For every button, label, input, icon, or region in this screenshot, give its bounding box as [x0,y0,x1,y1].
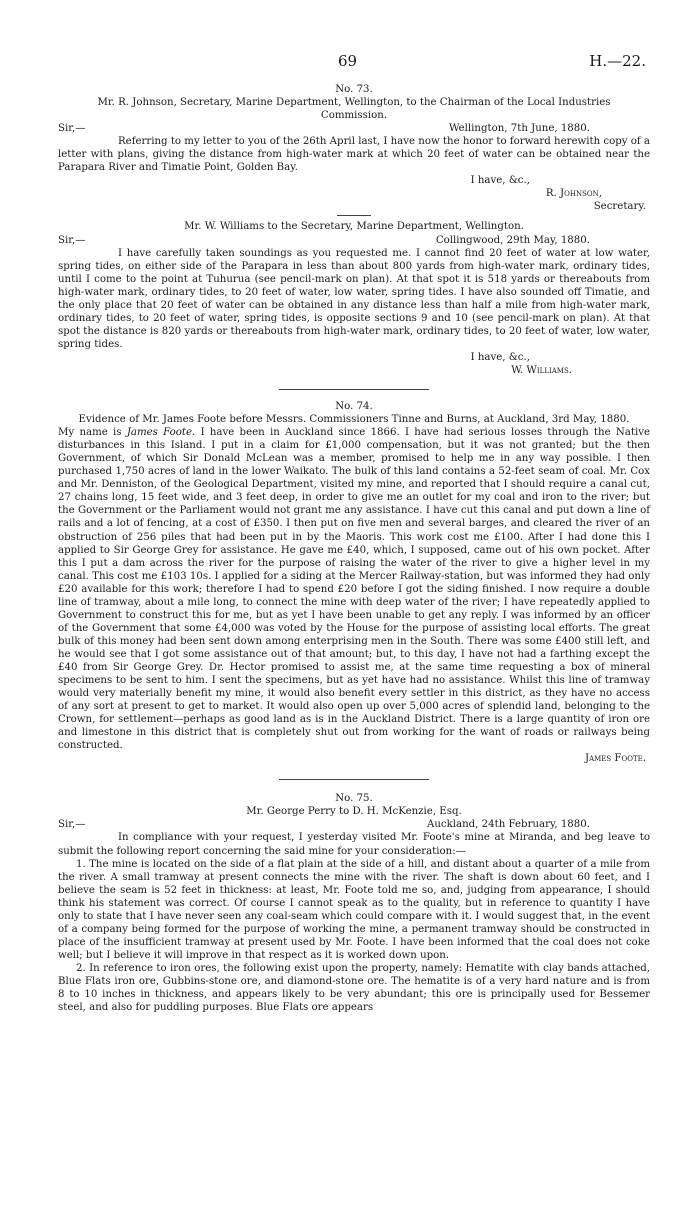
enclosure-signature: W. Williams. [511,364,572,376]
report-paragraph-2: 2. In reference to iron ores, the following exist upon the property, namely: Hematite with clay bands attached, Blue Flats iron ore, Gubbins-stone ore, and diamond-stone ore. The hematite is of a very hard nature and is from 8 to 10 inches in thickness, and appears likely to be very abundant; this ore is principally used for Bessemer steel, and also for puddling purposes. Blue Flats ore appears [58,962,650,1014]
letter-no-75 [58,792,650,1014]
evidence-title: Evidence of Mr. James Foote before Messrs. Commissioners Tinne and Burns, at Auckland, 3rd May, 1880. [78,414,630,426]
letter-number: No. 73. [335,84,373,95]
signature: R. Johnson, [545,188,602,200]
evidence-no-74 [58,400,650,765]
evidence-intro: My name is [58,427,122,439]
enclosure-salutation: Sir,— [58,234,86,246]
report-intro: In compliance with your request, I yesterday visited Mr. Foote's mine at Miranda, and beg leave to submit the following report concerning the said mine for your consideration:— [58,832,650,857]
closing: I have, &c., [470,175,530,187]
evidence-body [58,426,650,752]
salutation-line [58,122,650,135]
letter-title: Mr. George Perry to D. H. McKenzie, Esq. [246,806,462,818]
enclosure-title: Mr. W. Williams to the Secretary, Marine Department, Wellington. [184,221,524,233]
witness-name: James Foote. [126,427,196,439]
divider [337,215,371,216]
document-reference: H.—22. [589,52,646,70]
salutation: Sir,— [58,819,86,831]
evidence-text: I have been in Auckland since 1866. I have had serious losses through the Native disturbances in this Island. I put in a claim for £1,000 compensation, but it was not granted; but the then Government, of which Sir Donald McLean was a member, promised to help me in any way possible. I then purchased 1,750 acres of land in the lower Waikato. The bulk of this land contains a 52-feet seam of coal. Mr. Cox and Mr. Denniston, of the Geological Department, visited my mine, and reported that I should require a canal cut, 27 chains long, 15 feet wide, and 3 feet deep, in order to give me an outlet for my coal and iron to the river; but the Government or the Parliament would not grant me any assistance. I have cut this canal and put down a line of rails and a lot of fencing, at a cost of £350. I then put on five men and several barges, and cleared the river of an obstruction of 256 piles that had been put in by the Maoris. This work cost me £100. After I had done this I applied to Sir George Grey for assistance. He gave me £40, which, I supposed, came out of his own pocket. After this I put a dam across the river for the purpose of raising the water of the river to give a higher level in my canal. This cost me £103 10s. I applied for a siding at the Mercer Railway-station, but was informed they had only £20 available for this work; therefore I had to spend £20 before I got the siding finished. I now require a double line of tramway, about a mile long, to connect the mine with deep water of the river; I have repeatedly applied to Government to construct this for me, but as yet I have been unable to get any reply. I was informed by an officer of the Government that some £4,000 was voted by the House for the purpose of assisting local efforts. The great bulk of this money had been sent down among enterprising men in the South. There was some £400 still left, and he would see that I got some assistance out of that amount; but, to this day, I have not had a farthing except the £40 from Sir George Grey. Dr. Hector promised to assist me, at the same time requesting a box of mineral specimens to be sent to him. I sent the specimens, but as yet have had no assistance. Whilst this line of tramway would very materially benefit my mine, it would also benefit every settler in this district, as they have no access of any sort at present to get to market. It would also open up over 5,000 acres of splendid land, belonging to the Crown, for settlement—perhaps as good land as is in the Auckland District. There is a large quantity of iron ore and limestone in this district that is completely shut out from working for the want of roads or railways being constructed. [58,427,650,752]
letter-body: Referring to my letter to you of the 26th April last, I have now the honor to forward herewith copy of a letter with plans, giving the distance from high-water mark at which 20 feet of water can be obtained near the Parapara River and Timatie Point, Golden Bay. [58,136,650,174]
salutation-line [58,818,650,831]
enclosure-closing: I have, &c., [470,351,530,363]
signature-title: Secretary. [593,201,646,213]
section-divider [279,389,429,390]
enclosure-body: I have carefully taken soundings as you requested me. I cannot find 20 feet of water at low water, spring tides, on either side of the Parapara in less than about 800 yards from high-water mark, ordinary tides, until I come to the point at Tuhurua (see pencil-mark on plan). At that spot it is 518 yards or thereabouts from high-water mark, ordinary tides, to 20 feet of water, low water, spring tides. I have also sounded off Timatie, and the only place that 20 feet of water can be obtained in any distance less than half a mile from high-water mark, ordinary tides, to 20 feet of water, spring tides, is opposite sections 9 and 10 (see pencil-mark on plan). At that spot the distance is 820 yards or thereabouts from high-water mark, ordinary tides, to 20 feet of water, low water, spring tides. [58,247,650,350]
place-date: Auckland, 24th February, 1880. [426,819,590,831]
salutation: Sir,— [58,123,86,135]
enclosure-salutation-line [58,234,650,247]
report-paragraph-1: 1. The mine is located on the side of a flat plain at the side of a hill, and distant about a quarter of a mile from the river. A small tramway at present connects the mine with the river. The shaft is down about 60 feet, and I believe the seam is 52 feet in thickness: at least, Mr. Foote told me so, and, judging from appearance, I should think his statement was correct. Of course I cannot speak as to the quality, but in reference to quantity I have only to state that I have never seen any coal-seam which could compare with it. I would suggest that, in the event of a company being formed for the purpose of working the mine, a permanent tramway should be constructed in place of the insufficient tramway at present used by Mr. Foote. I have been informed that the coal does not coke well; but I believe it will improve in that respect as it is worked down upon. [58,858,650,961]
enclosure-place-date: Collingwood, 29th May, 1880. [435,234,590,246]
page-number: 69 [338,52,358,70]
section-divider [279,779,429,780]
place-date: Wellington, 7th June, 1880. [448,123,590,135]
evidence-signature: James Foote. [584,753,646,765]
letter-no-73 [58,83,650,377]
evidence-number: No. 74. [335,401,373,413]
letter-title: Mr. R. Johnson, Secretary, Marine Department, Wellington, to the Chairman of the Local Industries Commission. [97,97,611,122]
letter-number: No. 75. [335,793,373,805]
page-header [58,52,650,81]
document-page [0,52,700,1223]
